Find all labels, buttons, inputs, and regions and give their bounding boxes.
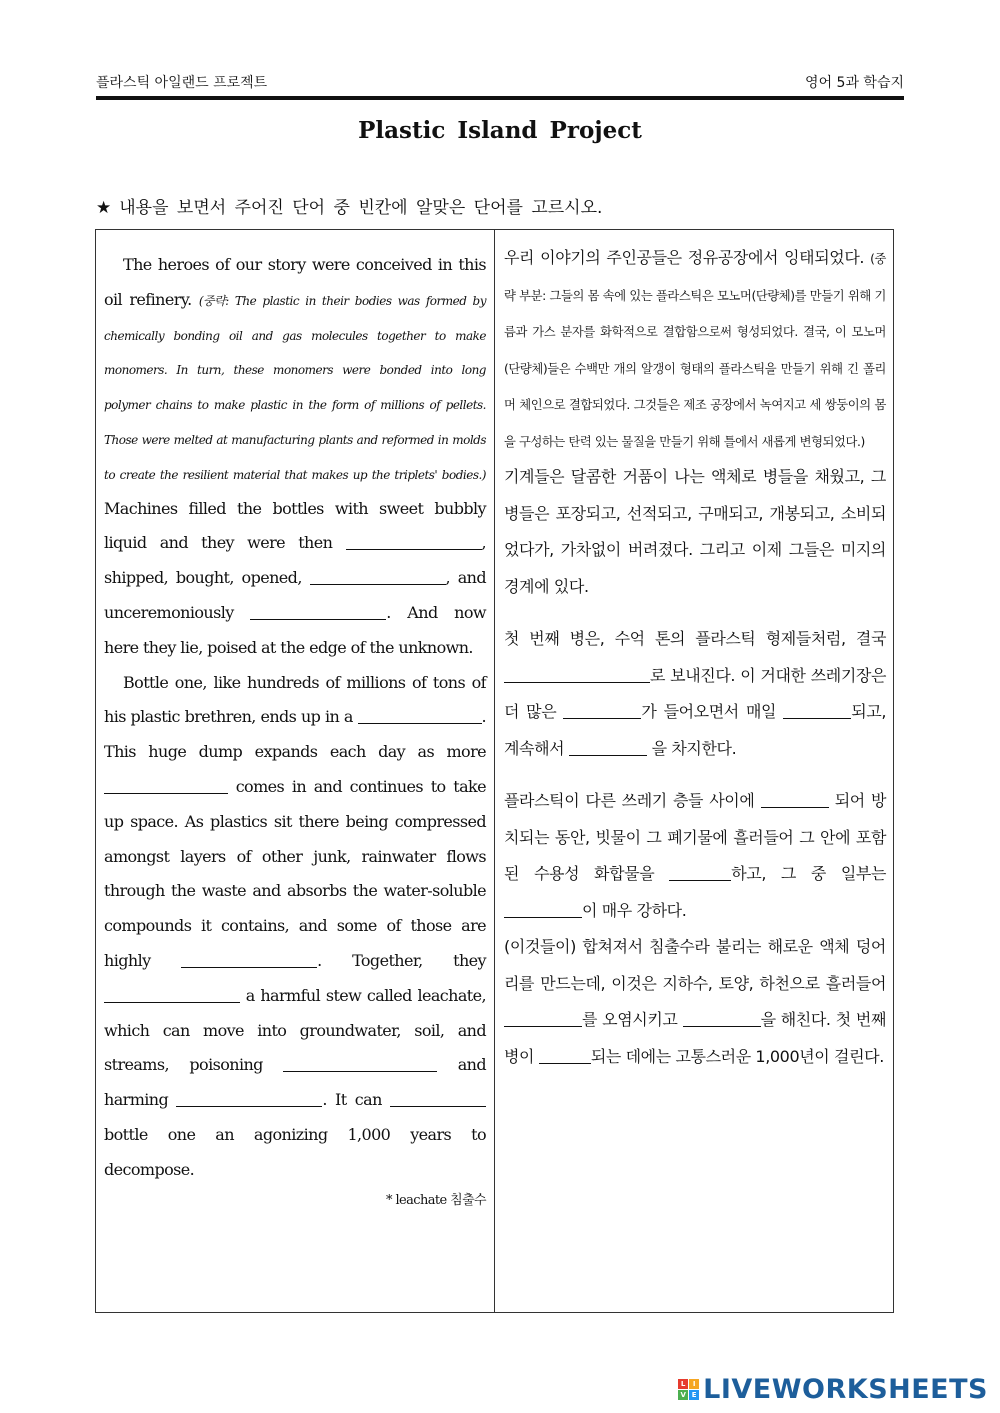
english-paragraph-1: The heroes of our story were conceived in this oil refinery. (중략: The plastic in their bodies was formed by chemically bonding oil and gas molecules together to make monomers. In turn, these monomers were bonded into long polymer chains to make plastic in the form of millions of pellets. Those were melted at manufacturing plants and reformed in molds to create the resilient material that makes up the triplets' bodies.) Machines filled the bottles with sweet bubbly liquid and they were then , shipped, bought, opened, , and unceremoniously . And now here they lie, poised at the edge of the unknown. — [104, 255, 486, 657]
korean-paragraph-2: 기계들은 달콤한 거품이 나는 액체로 병들을 채웠고, 그 병들은 포장되고, 선적되고, 구매되고, 개봉되고, 소비되었다가, 가차없이 버려졌다. 그리고 이제 그들은 미지의 경계에 있다. — [504, 467, 886, 596]
logo-text: LIVEWORKSHEETS — [703, 1373, 988, 1405]
instruction-text: 내용을 보면서 주어진 단어 중 빈칸에 알맞은 단어를 고르시오. — [119, 198, 603, 218]
korean-blank[interactable] — [669, 864, 731, 881]
korean-blank[interactable] — [783, 702, 851, 719]
answer-blank[interactable] — [104, 777, 228, 794]
korean-paragraph-3: 첫 번째 병은, 수억 톤의 플라스틱 형제들처럼, 결국 로 보내진다. 이 거대한 쓰레기장은 더 많은 가 들어오면서 매일 되고, 계속해서 을 차지한다. — [504, 629, 887, 758]
answer-blank[interactable] — [250, 603, 386, 620]
answer-blank[interactable] — [181, 951, 317, 968]
liveworksheets-logo — [678, 1374, 988, 1404]
answer-blank[interactable] — [310, 568, 446, 585]
korean-blank[interactable] — [683, 1010, 761, 1027]
english-omitted-note: (중략: The plastic in their bodies was formed by chemically bonding oil and gas molecules together to make monomers. In turn, these monomers were bonded into long polymer chains to make plastic in the form of millions of pellets. Those were melted at manufacturing plants and reformed in molds to create the resilient material that makes up the triplets' bodies.) — [104, 293, 486, 482]
korean-blank[interactable] — [569, 739, 647, 756]
answer-blank[interactable] — [390, 1090, 486, 1107]
korean-blank[interactable] — [504, 666, 650, 683]
korean-paragraph-5: (이것들이) 합쳐져서 침출수라 불리는 해로운 액체 덩어리를 만드는데, 이것은 지하수, 토양, 하천으로 흘러들어 를 오염시키고 을 해친다. 첫 번째 병이 되는 데에는 고통스러운 1,000년이 걸린다. — [504, 937, 886, 1066]
header-right-title: 영어 5과 학습지 — [805, 75, 904, 91]
header-left-title: 플라스틱 아일랜드 프로젝트 — [96, 75, 268, 91]
header-rule — [96, 96, 904, 100]
page-title: Plastic Island Project — [358, 117, 642, 144]
logo-icon: L I V E — [678, 1379, 699, 1400]
korean-blank[interactable] — [761, 791, 829, 808]
korean-omitted-note: (중략 부분: 그들의 몸 속에 있는 플라스틱은 모노머(단량체)를 만들기 위해 기름과 가스 분자를 화학적으로 결합함으로써 형성되었다. 결국, 이 모노머(단량체)들은 수백만 개의 알갱이 형태의 플라스틱을 만들기 위해 긴 폴리머 체인으로 결합되었다. 그것들은 제조 공장에서 녹여지고 세 쌍둥이의 몸을 구성하는 탄력 있는 물질을 만들기 위해 틀에서 새롭게 변형되었다.) — [504, 252, 886, 449]
korean-paragraph-1: 우리 이야기의 주인공들은 정유공장에서 잉태되었다. (중략 부분: 그들의 몸 속에 있는 플라스틱은 모노머(단량체)를 만들기 위해 기름과 가스 분자를 화학적으로 결합함으로써 형성되었다. 결국, 이 모노머(단량체)들은 수백만 개의 알갱이 형태의 플라스틱을 만들기 위해 긴 폴리머 체인으로 결합되었다. 그것들은 제조 공장에서 녹여지고 세 쌍둥이의 몸을 구성하는 탄력 있는 물질을 만들기 위해 틀에서 새롭게 변형되었다.) — [504, 248, 886, 449]
answer-blank[interactable] — [346, 533, 482, 550]
answer-blank[interactable] — [283, 1055, 437, 1072]
korean-paragraph-4: 플라스틱이 다른 쓰레기 층들 사이에 되어 방치되는 동안, 빗물이 그 폐기물에 흘러들어 그 안에 포함된 수용성 화합물을 하고, 그 중 일부는 이 매우 강하다. — [504, 791, 887, 920]
star-icon: ★ — [96, 198, 112, 218]
answer-blank[interactable] — [104, 986, 240, 1003]
footnote: * leachate 침출수 — [386, 1192, 486, 1208]
answer-blank[interactable] — [358, 707, 482, 724]
korean-blank[interactable] — [504, 901, 582, 918]
korean-blank[interactable] — [539, 1047, 591, 1064]
korean-column — [504, 240, 886, 1075]
instruction — [96, 193, 602, 218]
english-paragraph-2: Bottle one, like hundreds of millions of tons of his plastic brethren, ends up in a . This huge dump expands each day as more comes in and continues to take up space. As plastics sit there being compressed amongst layers of other junk, rainwater flows through the waste and absorbs the water-soluble compounds it contains, and some of those are highly . Together, they a harmful stew called leachate, which can move into groundwater, soil, and streams, poisoning and harming . It can bottle one an agonizing 1,000 years to decompose. — [104, 672, 486, 1179]
korean-blank[interactable] — [563, 702, 641, 719]
answer-blank[interactable] — [176, 1090, 322, 1107]
column-divider — [494, 229, 495, 1313]
english-column — [104, 248, 486, 1212]
korean-blank[interactable] — [504, 1010, 582, 1027]
